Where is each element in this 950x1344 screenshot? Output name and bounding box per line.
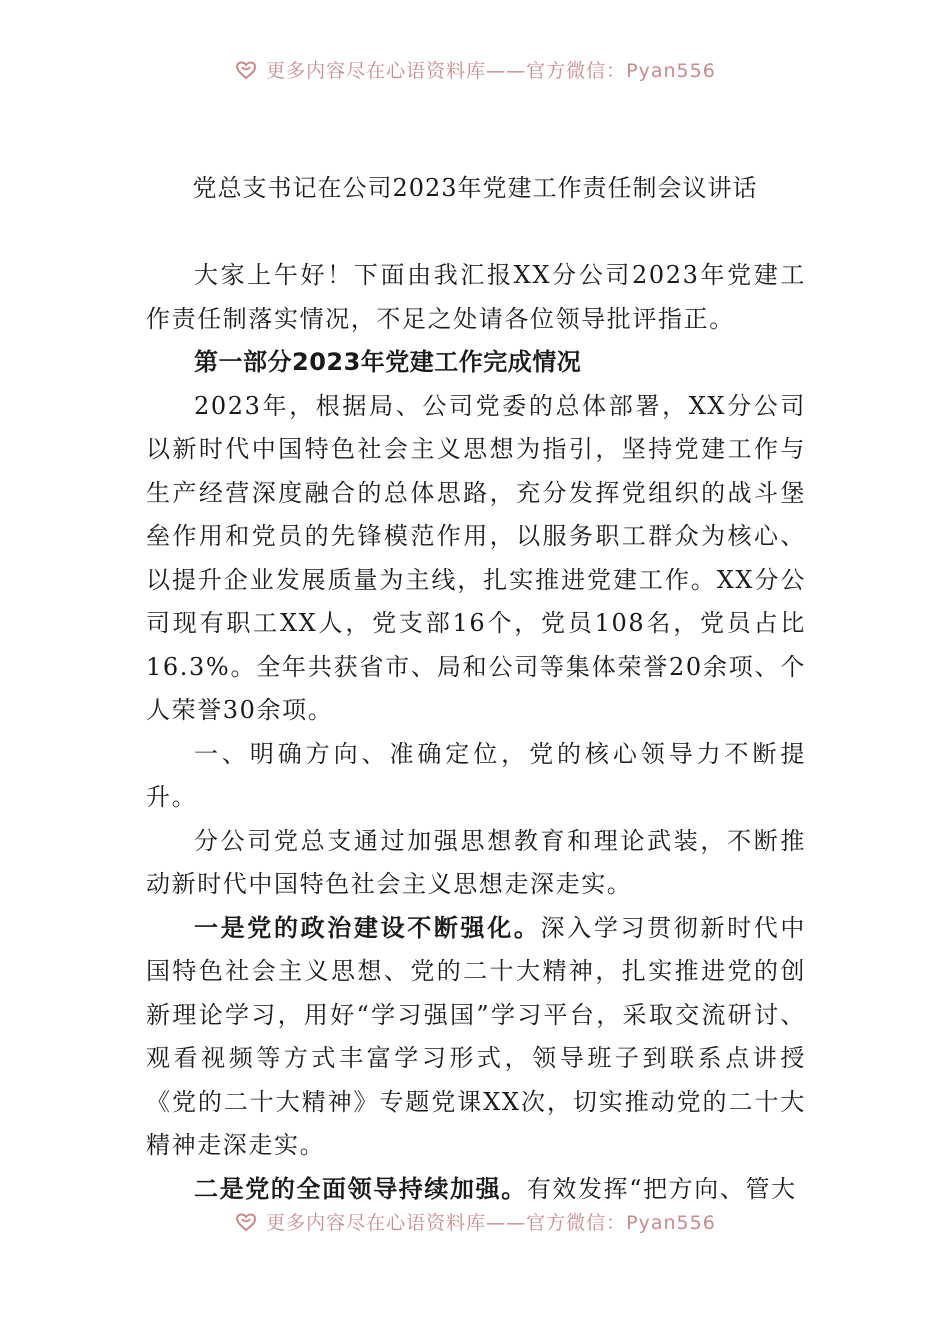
paragraph-body: 有效发挥“把方向、管大 (526, 1174, 797, 1203)
watermark-text: 更多内容尽在心语资料库——官方微信：Pyan556 (266, 1212, 716, 1234)
watermark-banner-bottom (0, 1208, 950, 1237)
paragraph-overview: 2023年，根据局、公司党委的总体部署，XX分公司以新时代中国特色社会主义思想为指引，坚持党建工作与生产经营深度融合的总体思路，充分发挥党组织的战斗堡垒作用和党员的先锋模范作用，以服务职工群众为核心、以提升企业发展质量为主线，扎实推进党建工作。XX分公司现有职工XX人，党支部16个，党员108名，党员占比16.3%。全年共获省市、局和公司等集体荣誉20余项、个人荣誉30余项。 (146, 391, 806, 724)
watermark-text: 更多内容尽在心语资料库——官方微信：Pyan556 (266, 60, 716, 82)
document-title: 党总支书记在公司2023年党建工作责任制会议讲话 (192, 174, 758, 202)
document-body (146, 254, 806, 1211)
paragraph-greeting: 大家上午好！下面由我汇报XX分公司2023年党建工作责任制落实情况，不足之处请各位领导批评指正。 (146, 261, 806, 333)
paragraph-leadership (146, 1168, 806, 1212)
heart-swirl-logo-icon (234, 1210, 260, 1237)
section-heading: 第一部分2023年党建工作完成情况 (194, 348, 582, 376)
paragraph-lead: 一是党的政治建设不断强化。 (194, 913, 541, 942)
watermark-banner-top (0, 56, 950, 85)
paragraph-lead: 二是党的全面领导持续加强。 (194, 1174, 527, 1203)
paragraph-theory: 分公司党总支通过加强思想教育和理论武装，不断推动新时代中国特色社会主义思想走深走实。 (146, 826, 806, 898)
paragraph-body: 深入学习贯彻新时代中国特色社会主义思想、党的二十大精神，扎实推进党的创新理论学习，用好“学习强国”学习平台，采取交流研讨、观看视频等方式丰富学习形式，领导班子到联系点讲授《党的二十大精神》专题党课XX次，切实推动党的二十大精神走深走实。 (146, 913, 807, 1159)
paragraph-political-building (146, 907, 806, 1168)
heart-swirl-logo-icon (234, 58, 260, 85)
subheading-direction: 一、明确方向、准确定位，党的核心领导力不断提升。 (146, 739, 806, 811)
